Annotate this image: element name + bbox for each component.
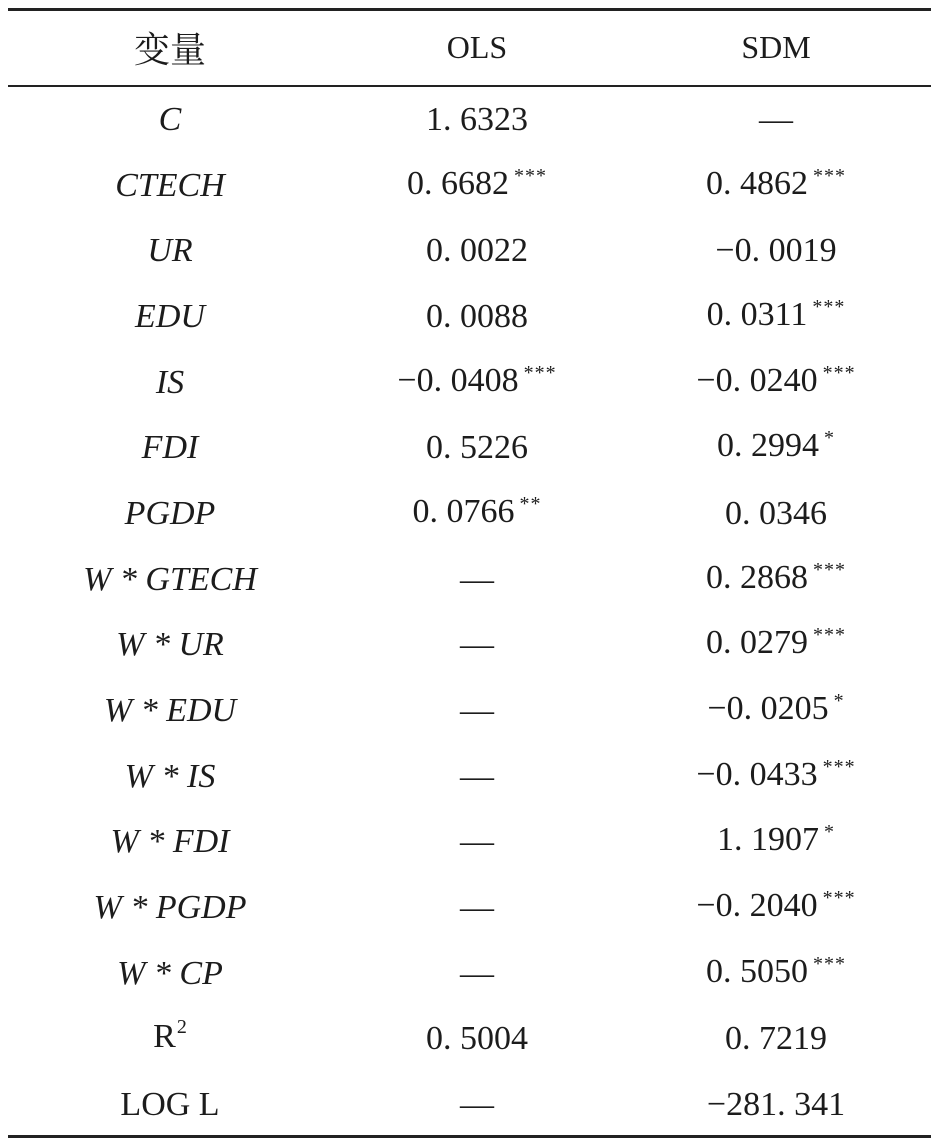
variable-name: IS bbox=[155, 363, 185, 401]
variable-name: W * GTECH bbox=[83, 560, 257, 598]
significance-stars: *** bbox=[813, 624, 846, 647]
ols-cell bbox=[332, 1085, 622, 1125]
variable-name: W * PGDP bbox=[93, 889, 247, 927]
variable-name: W * IS bbox=[124, 757, 216, 795]
sdm-cell bbox=[622, 361, 930, 405]
sdm-cell bbox=[622, 623, 930, 667]
variable-name: W * CP bbox=[117, 954, 223, 992]
significance-stars: ** bbox=[519, 492, 542, 515]
significance-stars: *** bbox=[812, 295, 846, 318]
variable-cell bbox=[8, 428, 332, 468]
table-row bbox=[8, 875, 930, 941]
sdm-cell bbox=[622, 689, 930, 733]
variable-name: PGDP bbox=[124, 494, 216, 532]
sdm-value: −281. 341 bbox=[706, 1086, 846, 1124]
ols-cell bbox=[332, 164, 622, 208]
significance-stars: *** bbox=[813, 164, 846, 187]
sdm-cell bbox=[622, 231, 930, 271]
variable-cell bbox=[8, 494, 332, 534]
table-body bbox=[8, 87, 930, 1138]
table-row bbox=[8, 810, 930, 876]
variable-cell bbox=[8, 100, 332, 140]
table-row bbox=[8, 744, 930, 810]
variable-cell bbox=[8, 822, 332, 862]
ols-cell bbox=[332, 100, 622, 140]
significance-stars: *** bbox=[523, 361, 557, 384]
sdm-value: 0. 0311 bbox=[706, 295, 808, 333]
ols-cell bbox=[332, 361, 622, 405]
variable-cell bbox=[8, 166, 332, 206]
ols-value: 0. 6682 bbox=[407, 164, 509, 202]
variable-name: EDU bbox=[135, 297, 205, 335]
ols-cell bbox=[332, 888, 622, 928]
significance-stars: *** bbox=[822, 361, 856, 384]
ols-value: 0. 0022 bbox=[426, 232, 528, 270]
table-row bbox=[8, 350, 930, 416]
variable-name: W * EDU bbox=[103, 692, 237, 730]
significance-stars: * bbox=[824, 821, 835, 844]
sdm-value: 0. 4862 bbox=[706, 164, 808, 202]
significance-stars: *** bbox=[813, 558, 846, 581]
ols-cell bbox=[332, 757, 622, 797]
table-row bbox=[8, 678, 930, 744]
sdm-value: 0. 2868 bbox=[706, 558, 808, 596]
variable-name: CTECH bbox=[115, 166, 225, 204]
sdm-cell bbox=[622, 164, 930, 208]
sdm-value: −0. 0205 bbox=[707, 690, 829, 728]
variable-cell bbox=[8, 363, 332, 403]
sdm-value: 0. 0346 bbox=[725, 494, 827, 532]
ols-value: 0. 5226 bbox=[426, 429, 528, 467]
variable-cell bbox=[8, 560, 332, 600]
variable-cell bbox=[8, 297, 332, 337]
ols-cell bbox=[332, 822, 622, 862]
ols-cell bbox=[332, 297, 622, 337]
sdm-cell bbox=[622, 952, 930, 996]
bottom-rule bbox=[8, 1135, 931, 1138]
ols-value: — bbox=[460, 692, 494, 730]
ols-cell bbox=[332, 492, 622, 536]
header-variable: 变量 bbox=[133, 29, 206, 70]
sdm-cell bbox=[622, 494, 930, 534]
variable-name: FDI bbox=[141, 429, 199, 467]
table-row bbox=[8, 153, 930, 219]
ols-cell bbox=[332, 625, 622, 665]
ols-value: — bbox=[460, 954, 494, 992]
variable-name: R bbox=[153, 1018, 176, 1056]
variable-cell bbox=[8, 1085, 332, 1125]
variable-name: C bbox=[158, 100, 182, 138]
sdm-cell bbox=[622, 426, 930, 470]
ols-cell bbox=[332, 560, 622, 600]
variable-name: W * FDI bbox=[110, 823, 230, 861]
table-header bbox=[8, 11, 930, 83]
sdm-cell bbox=[622, 558, 930, 602]
significance-stars: *** bbox=[813, 952, 846, 975]
table-row bbox=[8, 415, 930, 481]
variable-cell bbox=[8, 625, 332, 665]
table-row bbox=[8, 547, 930, 613]
sdm-value: 0. 7219 bbox=[725, 1020, 827, 1058]
ols-cell bbox=[332, 1019, 622, 1059]
significance-stars: *** bbox=[822, 887, 856, 910]
variable-cell bbox=[8, 888, 332, 928]
ols-value: — bbox=[460, 889, 494, 927]
sdm-cell bbox=[622, 100, 930, 140]
sdm-value: −0. 0433 bbox=[696, 755, 818, 793]
ols-value: — bbox=[460, 757, 494, 795]
variable-name: W * UR bbox=[116, 626, 224, 664]
header-ols: OLS bbox=[446, 28, 508, 65]
variable-cell bbox=[8, 231, 332, 271]
ols-value: 0. 0766 bbox=[412, 492, 515, 530]
ols-cell bbox=[332, 231, 622, 271]
significance-stars: * bbox=[824, 427, 835, 450]
ols-value: 0. 0088 bbox=[426, 297, 528, 335]
sdm-value: −0. 2040 bbox=[696, 887, 818, 925]
significance-stars: * bbox=[833, 690, 845, 713]
ols-cell bbox=[332, 954, 622, 994]
header-sdm: SDM bbox=[741, 28, 811, 65]
sdm-value: −0. 0019 bbox=[715, 232, 837, 270]
sdm-cell bbox=[622, 820, 930, 864]
variable-cell bbox=[8, 1017, 332, 1061]
ols-value: — bbox=[460, 626, 494, 664]
sdm-value: 0. 2994 bbox=[717, 427, 819, 465]
ols-cell bbox=[332, 691, 622, 731]
table-row bbox=[8, 218, 930, 284]
ols-value: — bbox=[460, 560, 494, 598]
table-row bbox=[8, 613, 930, 679]
sdm-cell bbox=[622, 886, 930, 930]
sdm-value: 0. 0279 bbox=[706, 624, 808, 662]
sdm-value: — bbox=[759, 100, 793, 138]
table-row bbox=[8, 481, 930, 547]
table-row bbox=[8, 87, 930, 153]
sdm-value: −0. 0240 bbox=[696, 361, 818, 399]
sdm-cell bbox=[622, 295, 930, 339]
ols-value: — bbox=[460, 823, 494, 861]
ols-value: 0. 5004 bbox=[426, 1020, 528, 1058]
variable-name: LOG L bbox=[120, 1086, 220, 1124]
sdm-value: 1. 1907 bbox=[717, 821, 819, 859]
sdm-cell bbox=[622, 1019, 930, 1059]
table-row bbox=[8, 941, 930, 1007]
table-row bbox=[8, 1007, 930, 1073]
ols-value: — bbox=[460, 1086, 494, 1124]
variable-cell bbox=[8, 757, 332, 797]
variable-cell bbox=[8, 691, 332, 731]
variable-superscript: 2 bbox=[176, 1016, 187, 1039]
significance-stars: *** bbox=[822, 755, 856, 778]
sdm-cell bbox=[622, 755, 930, 799]
variable-cell bbox=[8, 954, 332, 994]
sdm-cell bbox=[622, 1085, 930, 1125]
table-row bbox=[8, 284, 930, 350]
table-row bbox=[8, 1072, 930, 1138]
ols-value: −0. 0408 bbox=[397, 361, 519, 399]
ols-cell bbox=[332, 428, 622, 468]
significance-stars: *** bbox=[514, 164, 547, 187]
ols-value: 1. 6323 bbox=[426, 100, 528, 138]
variable-name: UR bbox=[147, 232, 193, 270]
sdm-value: 0. 5050 bbox=[706, 952, 808, 990]
